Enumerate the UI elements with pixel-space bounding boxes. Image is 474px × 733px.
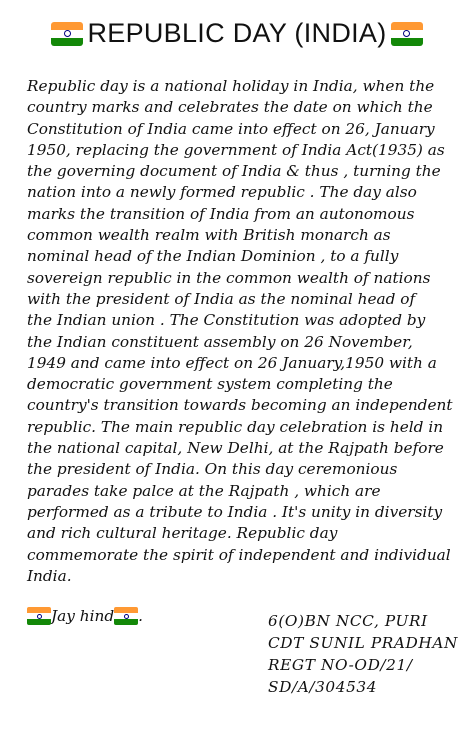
india-flag-icon <box>114 607 138 625</box>
body-line: 1950, replacing the government of India Act(1935) as <box>27 140 445 159</box>
body-line: 1949 and came into effect on 26 January,1950 with a <box>27 353 437 372</box>
body-line: performed as a tribute to India . It's unity in diversity <box>27 502 443 521</box>
body-line: the president of India. On this day ceremonious <box>27 460 398 479</box>
body-line: nominal head of the Indian Dominion , to a fully <box>27 247 399 266</box>
body-line: Constitution of India came into effect on 26, January <box>27 119 435 138</box>
body-line: democratic government system completing the <box>27 375 393 394</box>
body-line: marks the transition of India from an autonomous <box>27 204 415 223</box>
body-line: nation into a newly formed republic . The day also <box>27 183 417 202</box>
body-line: with the president of India as the nominal head of <box>27 289 416 308</box>
signature-line: SD/A/304534 <box>268 678 378 696</box>
body-line: the Indian constituent assembly on 26 November, <box>27 332 413 351</box>
title-text: REPUBLIC DAY (INDIA) <box>87 18 387 48</box>
slogan <box>27 607 143 625</box>
signature-block <box>268 610 458 698</box>
body-line: the Indian union . The Constitution was adopted by <box>27 311 426 330</box>
body-line: and rich cultural heritage. Republic day <box>27 524 338 543</box>
page-title <box>0 18 474 49</box>
body-line: the governing document of India & thus , turning the <box>27 162 441 181</box>
india-flag-icon <box>391 22 423 46</box>
body-line: republic. The main republic day celebration is held in <box>27 417 444 436</box>
body-line: commemorate the spirit of independent and individual <box>27 545 451 564</box>
slogan-text: Jay hind <box>51 607 115 625</box>
slogan-suffix: . <box>138 607 144 625</box>
article-body <box>27 76 452 587</box>
signature-line: REGT NO-OD/21/ <box>268 656 413 674</box>
body-line: Republic day is a national holiday in India, when the <box>27 77 435 95</box>
signature-line: CDT SUNIL PRADHAN <box>268 634 458 652</box>
body-line: India. <box>27 566 72 585</box>
body-line: country's transition towards becoming an independent <box>27 396 453 415</box>
body-line: country marks and celebrates the date on which the <box>27 98 433 117</box>
body-line: common wealth realm with British monarch as <box>27 226 391 245</box>
body-line: parades take palce at the Rajpath , which are <box>27 481 381 500</box>
body-line: the national capital, New Delhi, at the Rajpath before <box>27 439 444 458</box>
body-line: sovereign republic in the common wealth of nations <box>27 268 431 287</box>
india-flag-icon <box>51 22 83 46</box>
signature-line: 6(O)BN NCC, PURI <box>268 612 428 630</box>
india-flag-icon <box>27 607 51 625</box>
